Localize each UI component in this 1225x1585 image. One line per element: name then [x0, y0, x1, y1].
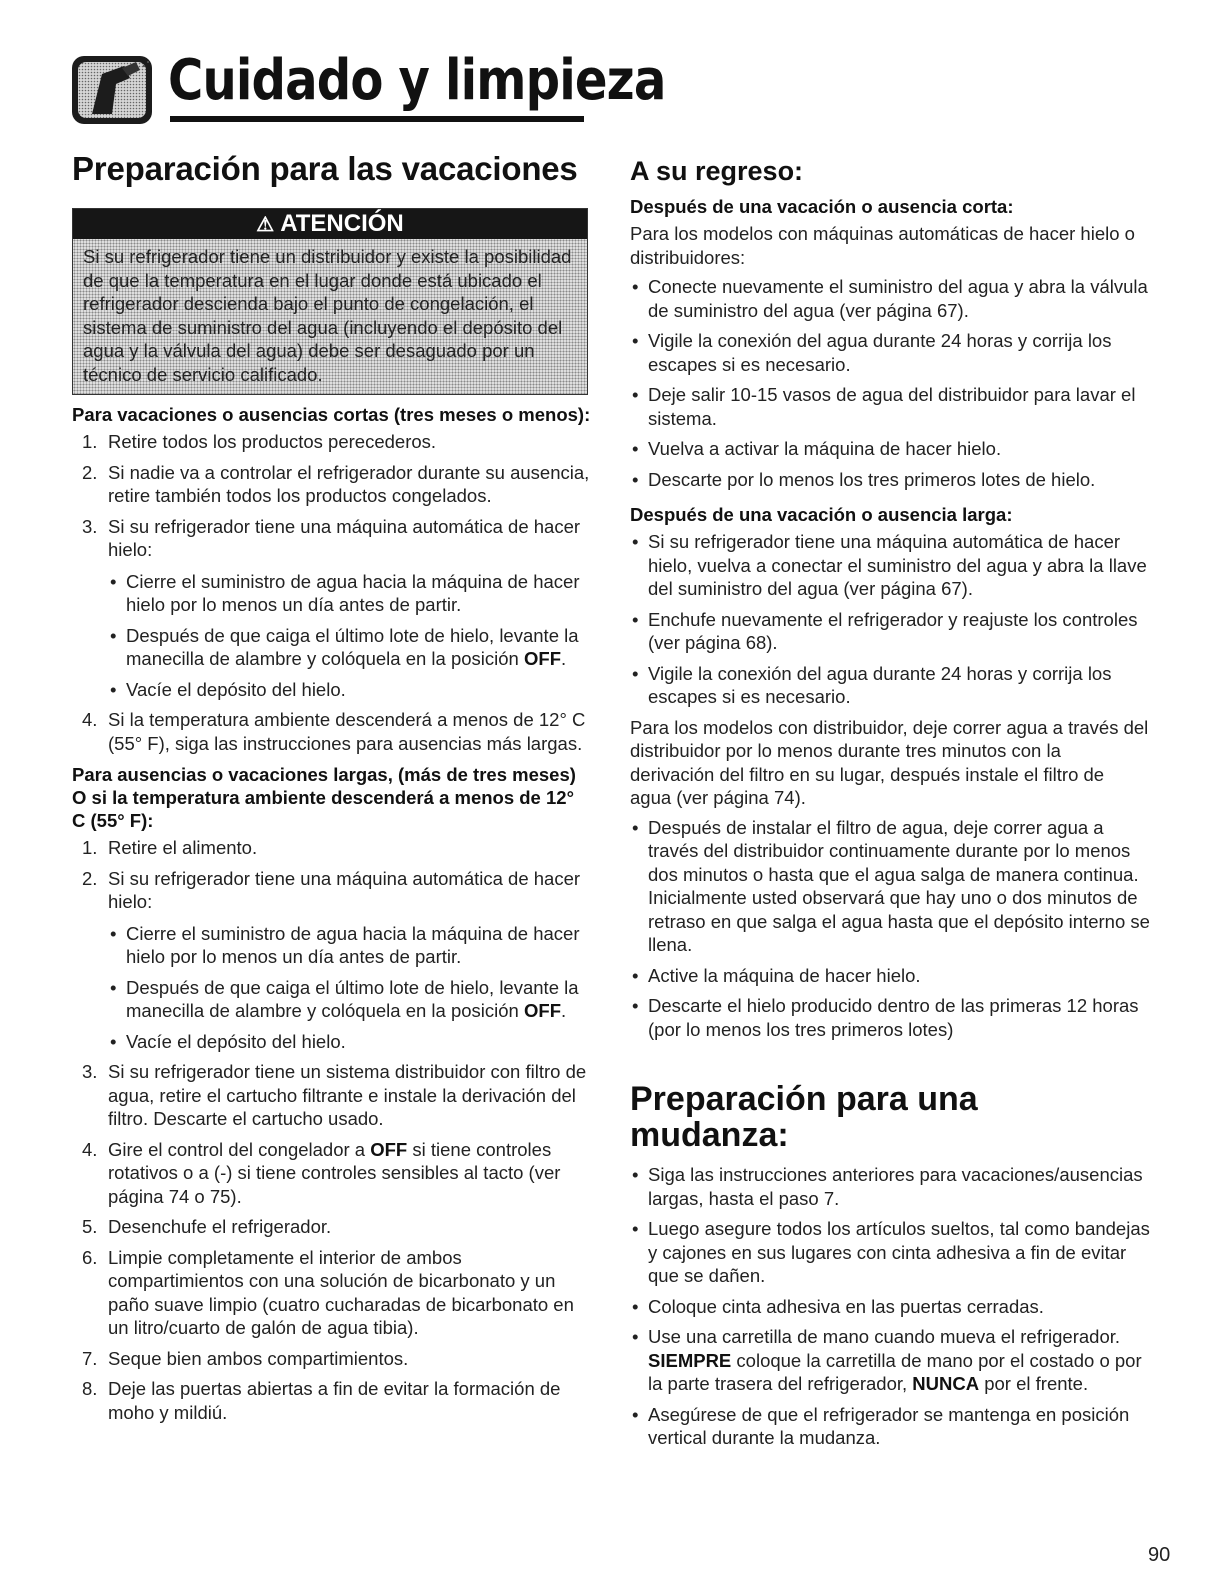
list-item: 3. Si su refrigerador tiene una máquina automática de hacer hielo: • Cierre el suministro de agua hacia la máquina de hacer hielo por lo menos un día antes de partir. • Después de que caiga el último lote de hielo, levante la manecilla de alambre y colóquela en la posición OFF. • Vacíe el depósito del hielo. — [72, 515, 592, 702]
list-item: • Cierre el suministro de agua hacia la máquina de hacer hielo por lo menos un día antes de partir. — [110, 570, 580, 615]
right-column — [630, 150, 1150, 1457]
long-absence-heading: Para ausencias o vacaciones largas, (más de tres meses) O si la temperatura ambiente descenderá a menos de 12° C (55° F): — [72, 764, 576, 831]
list-item: • Luego asegure todos los artículos sueltos, tal como bandejas y cajones en sus lugares con cinta adhesiva a fin de evitar que se dañen. — [632, 1218, 1150, 1286]
page-number: 90 — [1148, 1544, 1171, 1566]
left-column — [72, 150, 592, 1431]
vacation-title: Preparación para las vacaciones — [72, 150, 578, 187]
cleaning-spray-icon — [72, 56, 152, 124]
short-return-heading: Después de una vacación o ausencia corta: — [630, 196, 1014, 217]
list-item: • Deje salir 10-15 vasos de agua del distribuidor para lavar el sistema. — [632, 384, 1136, 429]
ice-maker-substeps — [108, 922, 592, 1054]
short-return-intro: Para los modelos con máquinas automáticas de hacer hielo o distribuidores: — [630, 223, 1135, 268]
warning-text: Si su refrigerador tiene un distribuidor y existe la posibilidad de que la temperatura en el lugar donde está ubicado el refrigerador descienda bajo el punto de congelación, el sistema de suministro del agua (incluyendo el depósito del agua y la válvula del agua) debe ser desaguado por un técnico de servicio calificado. — [73, 239, 587, 394]
list-item: • Coloque cinta adhesiva en las puertas cerradas. — [632, 1295, 1044, 1317]
page-title: Cuidado y limpieza — [168, 48, 666, 113]
list-item: • Después de que caiga el último lote de hielo, levante la manecilla de alambre y colóquela en la posición OFF. — [110, 624, 579, 669]
list-item: 2. Si nadie va a controlar el refrigerador durante su ausencia, retire también todos los productos congelados. — [82, 461, 590, 506]
list-item: • Cierre el suministro de agua hacia la máquina de hacer hielo por lo menos un día antes de partir. — [110, 922, 580, 967]
list-item: • Siga las instrucciones anteriores para vacaciones/ausencias largas, hasta el paso 7. — [632, 1164, 1143, 1209]
list-item: 5. Desenchufe el refrigerador. — [82, 1216, 332, 1237]
short-absence-steps — [72, 430, 592, 755]
title-underline — [170, 116, 584, 122]
list-item: • Active la máquina de hacer hielo. — [632, 964, 921, 986]
list-item: • Si su refrigerador tiene una máquina automática de hacer hielo, vuelva a conectar el suministro del agua y abra la llave del suministro del agua (ver página 67). — [632, 531, 1147, 599]
list-item: • Use una carretilla de mano cuando mueva el refrigerador. SIEMPRE coloque la carretilla de mano por el costado o por la parte trasera del refrigerador, NUNCA por el frente. — [632, 1326, 1142, 1394]
list-item: • Vacíe el depósito del hielo. — [110, 1030, 346, 1052]
list-item: • Asegúrese de que el refrigerador se mantenga en posición vertical durante la mudanza. — [632, 1403, 1130, 1448]
list-item: 4. Si la temperatura ambiente descenderá a menos de 12° C (55° F), siga las instrucciones para ausencias más largas. — [82, 709, 586, 754]
list-item: • Vuelva a activar la máquina de hacer hielo. — [632, 438, 1002, 459]
long-return-bullets — [630, 530, 1150, 709]
list-item: 3. Si su refrigerador tiene un sistema distribuidor con filtro de agua, retire el cartucho filtrante e instale la derivación del filtro. Descarte el cartucho usado. — [82, 1061, 587, 1129]
moving-title: Preparación para una mudanza: — [630, 1080, 978, 1154]
long-return-heading: Después de una vacación o ausencia larga: — [630, 504, 1013, 525]
list-item: • Enchufe nuevamente el refrigerador y reajuste los controles (ver página 68). — [632, 608, 1138, 653]
list-item: • Conecte nuevamente el suministro del agua y abra la válvula de suministro del agua (ver página 67). — [632, 276, 1148, 321]
ice-maker-substeps — [108, 570, 592, 702]
list-item: 8. Deje las puertas abiertas a fin de evitar la formación de moho y mildiú. — [82, 1378, 561, 1423]
list-item: • Descarte el hielo producido dentro de las primeras 12 horas (por lo menos los tres primeros lotes) — [632, 995, 1139, 1040]
list-item: • Vigile la conexión del agua durante 24 horas y corrija los escapes si es necesario. — [632, 330, 1112, 375]
list-item: • Descarte por lo menos los tres primeros lotes de hielo. — [632, 468, 1096, 490]
list-item: 1. Retire todos los productos perecederos. — [82, 431, 437, 452]
short-absence-heading: Para vacaciones o ausencias cortas (tres meses o menos): — [72, 404, 591, 425]
warning-heading: ATENCIÓN — [280, 210, 404, 237]
list-item: • Después de que caiga el último lote de hielo, levante la manecilla de alambre y colóquela en la posición OFF. — [110, 976, 579, 1021]
dispenser-paragraph: Para los modelos con distribuidor, deje correr agua a través del distribuidor por lo menos durante tres minutos con la derivación del filtro en su lugar, después instale el filtro de agua (ver página 74). — [630, 716, 1149, 808]
list-item: • Vigile la conexión del agua durante 24 horas y corrija los escapes si es necesario. — [632, 662, 1112, 707]
list-item: 4. Gire el control del congelador a OFF si tiene controles rotativos o a (-) si tiene controles sensibles al tacto (ver página 74 o 75). — [82, 1138, 561, 1207]
list-item: 2. Si su refrigerador tiene una máquina automática de hacer hielo: • Cierre el suministro de agua hacia la máquina de hacer hielo por lo menos un día antes de partir. • Después de que caiga el último lote de hielo, levante la manecilla de alambre y colóquela en la posición OFF. • Vacíe el depósito del hielo. — [72, 867, 592, 1054]
filter-bullets — [630, 816, 1150, 1042]
warning-header — [73, 209, 587, 239]
warning-box — [72, 208, 588, 395]
return-title: A su regreso: — [630, 156, 804, 186]
page-header — [72, 38, 666, 128]
list-item: 1. Retire el alimento. — [82, 837, 258, 858]
list-item: 6. Limpie completamente el interior de ambos compartimientos con una solución de bicarbonato y un paño suave limpio (cuatro cucharadas de bicarbonato en un litro/cuarto de galón de agua tibia). — [82, 1246, 574, 1338]
warning-triangle-icon: ⚠ — [256, 214, 275, 236]
list-item: • Después de instalar el filtro de agua, deje correr agua a través del distribuidor continuamente durante por lo menos dos minutos o hasta que el agua salga de manera continua. Inicialmente usted observará que hay uno o dos minutos de retraso en que salga el agua hasta que el depósito interno se llena. — [632, 816, 1150, 955]
list-item: 7. Seque bien ambos compartimientos. — [82, 1347, 409, 1369]
list-item: • Vacíe el depósito del hielo. — [110, 678, 346, 700]
moving-bullets — [630, 1163, 1150, 1450]
short-return-bullets — [630, 275, 1150, 491]
long-absence-steps — [72, 836, 592, 1424]
